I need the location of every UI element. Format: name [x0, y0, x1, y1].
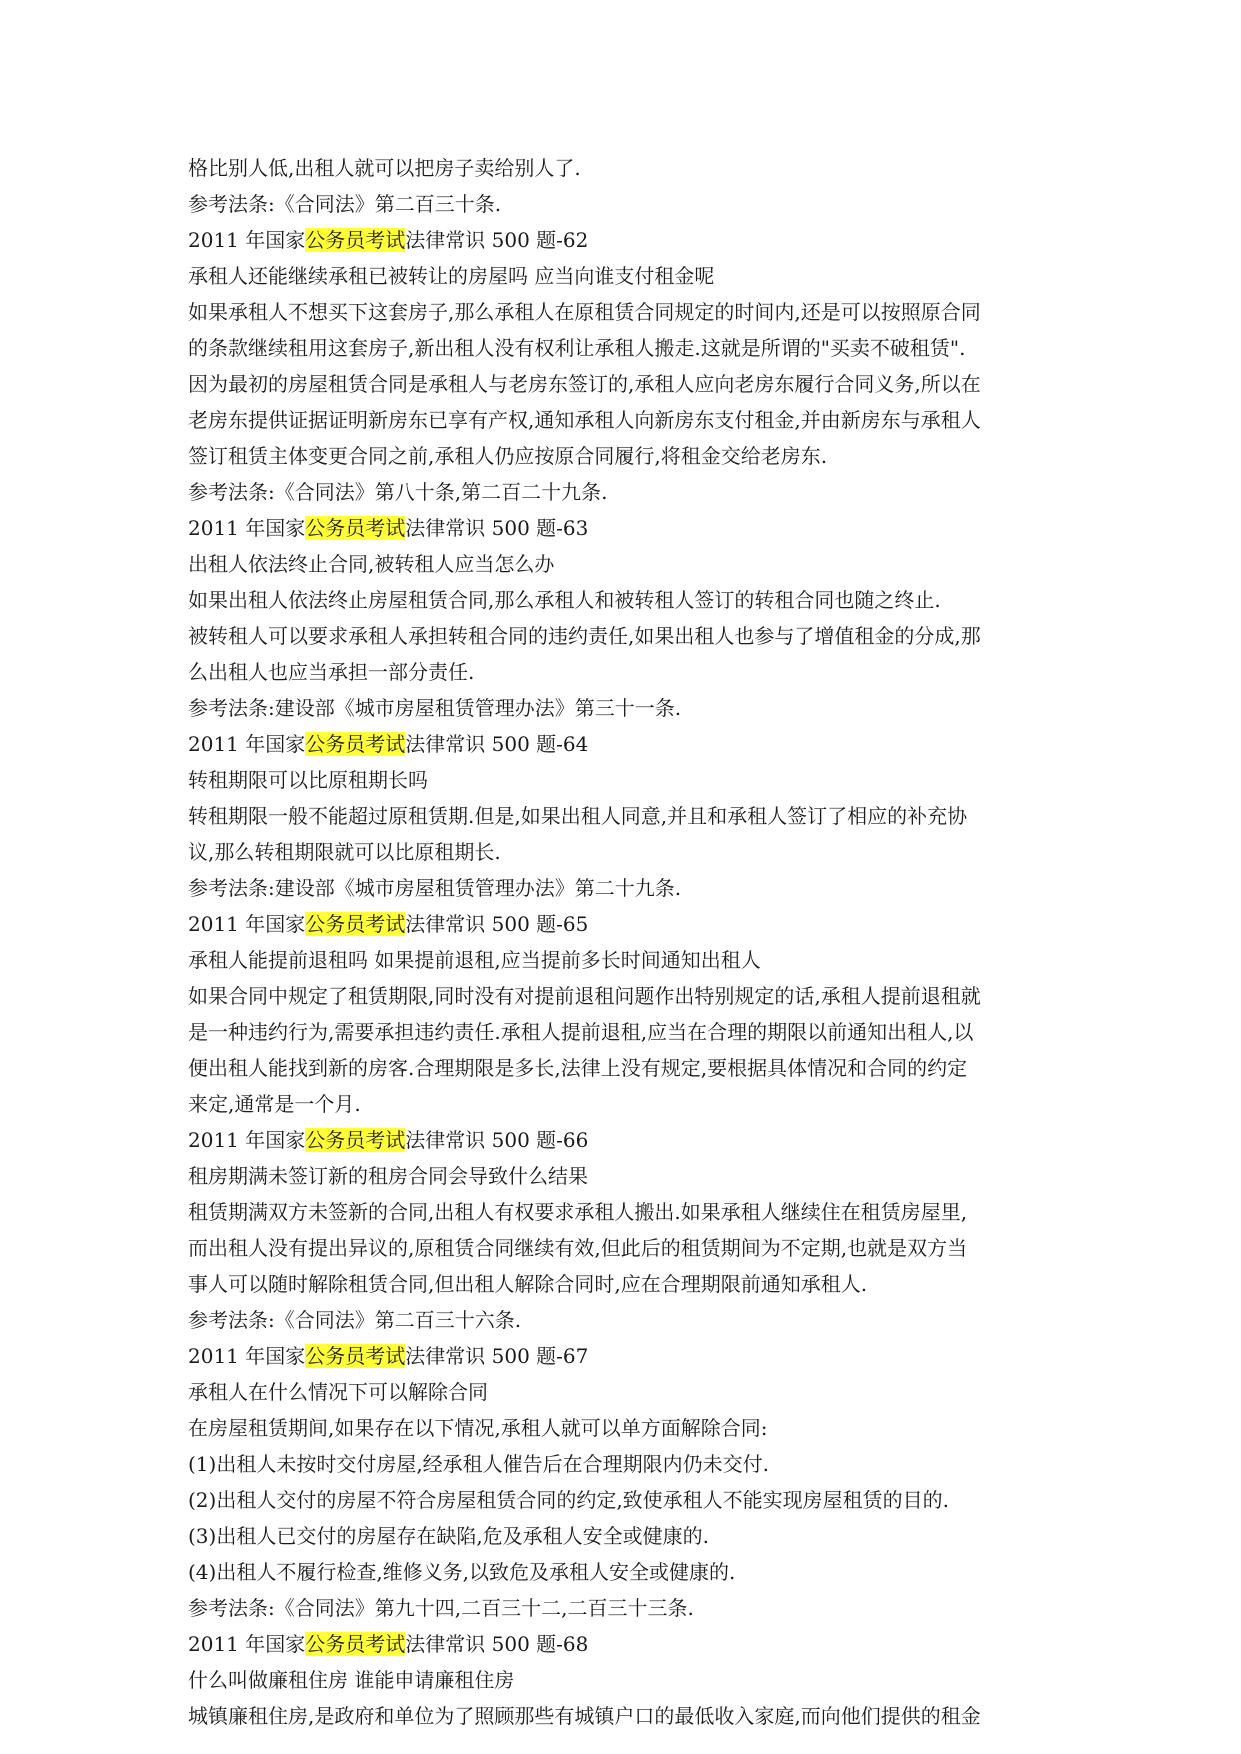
text-line: 什么叫做廉租住房 谁能申请廉租住房 [188, 1668, 515, 1692]
heading-suffix: 法律常识 500 题-66 [405, 1128, 589, 1152]
highlighted-keyword: 公务员考试 [305, 1632, 406, 1656]
text-line: 租房期满未签订新的租房合同会导致什么结果 [188, 1164, 588, 1188]
text-line: 承租人在什么情况下可以解除合同 [188, 1380, 488, 1404]
text-line: 如果出租人依法终止房屋租赁合同,那么承租人和被转租人签订的转租合同也随之终止. [188, 588, 941, 612]
text-line: (4)出租人不履行检查,维修义务,以致危及承租人安全或健康的. [188, 1560, 736, 1584]
highlighted-keyword: 公务员考试 [305, 1344, 406, 1368]
highlighted-keyword: 公务员考试 [305, 516, 406, 540]
text-line: 转租期限一般不能超过原租赁期.但是,如果出租人同意,并且和承租人签订了相应的补充协 [188, 804, 968, 828]
text-line: 如果承租人不想买下这套房子,那么承租人在原租赁合同规定的时间内,还是可以按照原合同 [188, 300, 981, 324]
document-body [188, 150, 1058, 1734]
heading-prefix: 2011 年国家 [188, 228, 306, 252]
text-line: 参考法条:建设部《城市房屋租赁管理办法》第二十九条. [188, 876, 682, 900]
highlighted-keyword: 公务员考试 [305, 228, 406, 252]
text-line: 么出租人也应当承担一部分责任. [188, 660, 475, 684]
text-line: 参考法条:建设部《城市房屋租赁管理办法》第三十一条. [188, 696, 682, 720]
heading-prefix: 2011 年国家 [188, 732, 306, 756]
text-line: 因为最初的房屋租赁合同是承租人与老房东签订的,承租人应向老房东履行合同义务,所以在 [188, 372, 981, 396]
heading-suffix: 法律常识 500 题-65 [405, 912, 589, 936]
question-heading [188, 1122, 1058, 1158]
question-heading [188, 1338, 1058, 1374]
text-line: 租赁期满双方未签新的合同,出租人有权要求承租人搬出.如果承租人继续住在租赁房屋里, [188, 1200, 968, 1224]
text-line: 议,那么转租期限就可以比原租期长. [188, 840, 501, 864]
heading-suffix: 法律常识 500 题-63 [405, 516, 589, 540]
text-line: 来定,通常是一个月. [188, 1092, 361, 1116]
question-heading [188, 222, 1058, 258]
text-line: 签订租赁主体变更合同之前,承租人仍应按原合同履行,将租金交给老房东. [188, 444, 828, 468]
text-line: 承租人能提前退租吗 如果提前退租,应当提前多长时间通知出租人 [188, 948, 761, 972]
text-line: 在房屋租赁期间,如果存在以下情况,承租人就可以单方面解除合同: [188, 1416, 768, 1440]
heading-prefix: 2011 年国家 [188, 1632, 306, 1656]
text-line: 参考法条:《合同法》第二百三十六条. [188, 1308, 522, 1332]
text-line: 参考法条:《合同法》第二百三十条. [188, 192, 502, 216]
question-heading [188, 1626, 1058, 1662]
heading-suffix: 法律常识 500 题-64 [405, 732, 589, 756]
heading-prefix: 2011 年国家 [188, 912, 306, 936]
text-line: 而出租人没有提出异议的,原租赁合同继续有效,但此后的租赁期间为不定期,也就是双方当 [188, 1236, 968, 1260]
highlighted-keyword: 公务员考试 [305, 912, 406, 936]
text-line: 参考法条:《合同法》第八十条,第二百二十九条. [188, 480, 608, 504]
text-line: 的条款继续租用这套房子,新出租人没有权利让承租人搬走.这就是所谓的"买卖不破租赁". [188, 336, 966, 360]
heading-prefix: 2011 年国家 [188, 1344, 306, 1368]
text-line: 参考法条:《合同法》第九十四,二百三十二,二百三十三条. [188, 1596, 694, 1620]
text-line: 是一种违约行为,需要承担违约责任.承租人提前退租,应当在合理的期限以前通知出租人,以 [188, 1020, 974, 1044]
text-line: 转租期限可以比原租期长吗 [188, 768, 428, 792]
text-line: 承租人还能继续承租已被转让的房屋吗 应当向谁支付租金呢 [188, 264, 715, 288]
text-line: 被转租人可以要求承租人承担转租合同的违约责任,如果出租人也参与了增值租金的分成,那 [188, 624, 981, 648]
question-heading [188, 510, 1058, 546]
text-line: 老房东提供证据证明新房东已享有产权,通知承租人向新房东支付租金,并由新房东与承租人 [188, 408, 981, 432]
question-heading [188, 726, 1058, 762]
text-line: 如果合同中规定了租赁期限,同时没有对提前退租问题作出特别规定的话,承租人提前退租就 [188, 984, 981, 1008]
text-line: 便出租人能找到新的房客.合理期限是多长,法律上没有规定,要根据具体情况和合同的约定 [188, 1056, 968, 1080]
text-line: 城镇廉租住房,是政府和单位为了照顾那些有城镇户口的最低收入家庭,而向他们提供的租金 [188, 1704, 981, 1728]
text-line: (3)出租人已交付的房屋存在缺陷,危及承租人安全或健康的. [188, 1524, 710, 1548]
text-line: 出租人依法终止合同,被转租人应当怎么办 [188, 552, 555, 576]
heading-prefix: 2011 年国家 [188, 516, 306, 540]
text-line: 格比别人低,出租人就可以把房子卖给别人了. [188, 156, 581, 180]
heading-suffix: 法律常识 500 题-67 [405, 1344, 589, 1368]
heading-suffix: 法律常识 500 题-62 [405, 228, 589, 252]
text-line: 事人可以随时解除租赁合同,但出租人解除合同时,应在合理期限前通知承租人. [188, 1272, 868, 1296]
question-heading [188, 906, 1058, 942]
highlighted-keyword: 公务员考试 [305, 1128, 406, 1152]
heading-suffix: 法律常识 500 题-68 [405, 1632, 589, 1656]
heading-prefix: 2011 年国家 [188, 1128, 306, 1152]
text-line: (1)出租人未按时交付房屋,经承租人催告后在合理期限内仍未交付. [188, 1452, 770, 1476]
text-line: (2)出租人交付的房屋不符合房屋租赁合同的约定,致使承租人不能实现房屋租赁的目的. [188, 1488, 950, 1512]
highlighted-keyword: 公务员考试 [305, 732, 406, 756]
